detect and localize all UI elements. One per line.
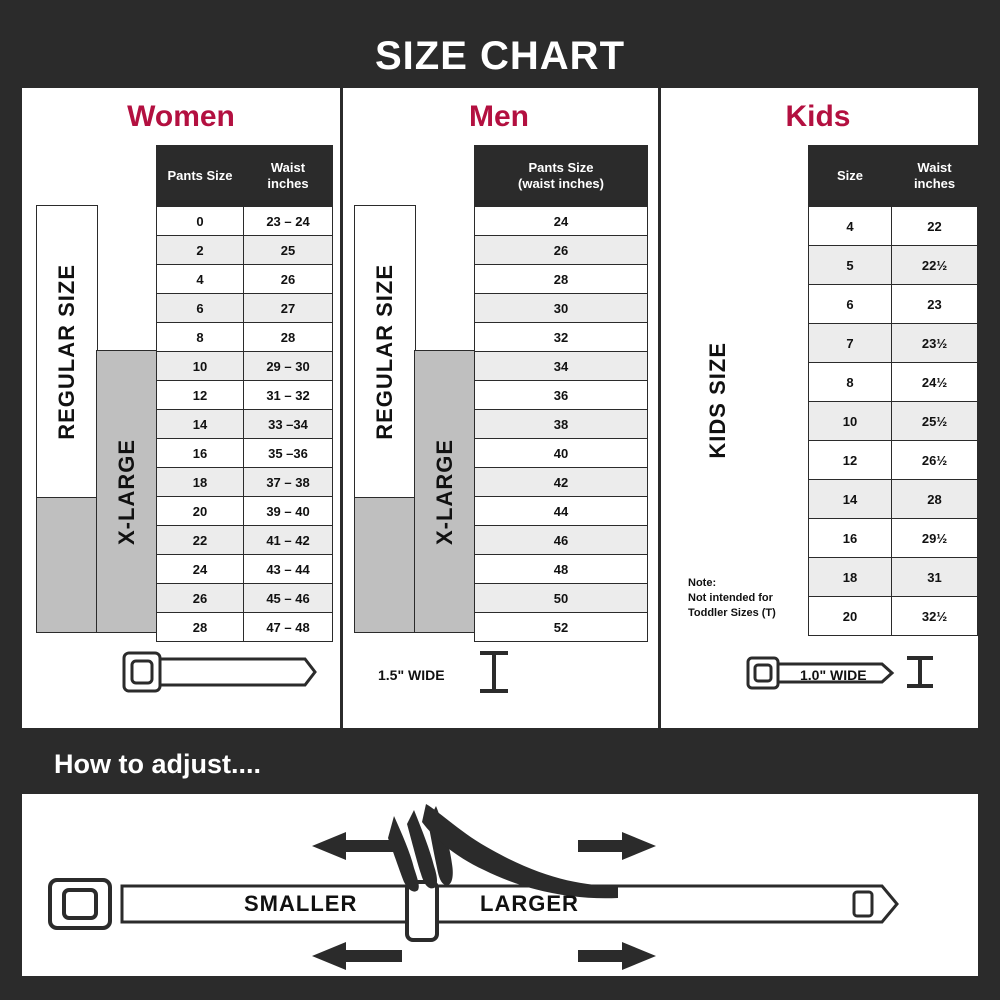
cell-waist: 29½ bbox=[892, 519, 978, 558]
cell-size: 26 bbox=[157, 584, 244, 613]
cell-waist: 23½ bbox=[892, 324, 978, 363]
cell-size: 22 bbox=[157, 526, 244, 555]
cell-size: 10 bbox=[809, 402, 892, 441]
cell-waist: 35 –36 bbox=[244, 439, 333, 468]
cell-size: 14 bbox=[809, 480, 892, 519]
table-row bbox=[475, 584, 648, 613]
label-smaller: SMALLER bbox=[244, 891, 358, 916]
table-row bbox=[809, 480, 978, 519]
table-row bbox=[809, 285, 978, 324]
cell-size: 40 bbox=[475, 439, 648, 468]
table-row bbox=[157, 323, 333, 352]
cell-waist: 26½ bbox=[892, 441, 978, 480]
table-row bbox=[475, 294, 648, 323]
cell-waist: 23 – 24 bbox=[244, 207, 333, 236]
cell-waist: 31 bbox=[892, 558, 978, 597]
cell-size: 48 bbox=[475, 555, 648, 584]
cell-waist: 24½ bbox=[892, 363, 978, 402]
men-xlarge-fill-left bbox=[354, 497, 416, 633]
men-regular-size-label: REGULAR SIZE bbox=[354, 205, 416, 499]
table-row bbox=[809, 402, 978, 441]
cell-waist: 22 bbox=[892, 207, 978, 246]
cell-size: 36 bbox=[475, 381, 648, 410]
table-row bbox=[157, 207, 333, 236]
cell-waist: 32½ bbox=[892, 597, 978, 636]
cell-size: 14 bbox=[157, 410, 244, 439]
cell-size: 18 bbox=[157, 468, 244, 497]
table-row bbox=[809, 558, 978, 597]
kids-size-table bbox=[808, 145, 978, 636]
section-title-kids: Kids bbox=[785, 100, 851, 133]
cell-waist: 37 – 38 bbox=[244, 468, 333, 497]
kids-note-line3: Toddler Sizes (T) bbox=[688, 606, 776, 619]
label-larger: LARGER bbox=[480, 891, 579, 916]
table-row bbox=[157, 613, 333, 642]
cell-size: 34 bbox=[475, 352, 648, 381]
table-row bbox=[809, 324, 978, 363]
cell-size: 8 bbox=[157, 323, 244, 352]
howto-bar bbox=[22, 734, 978, 794]
cell-waist: 25½ bbox=[892, 402, 978, 441]
divider-women-men bbox=[340, 88, 343, 728]
kids-size-label: KIDS SIZE bbox=[688, 205, 748, 595]
cell-waist: 23 bbox=[892, 285, 978, 324]
cell-size: 4 bbox=[809, 207, 892, 246]
cell-size: 16 bbox=[809, 519, 892, 558]
kids-belt-width-label: 1.0" WIDE bbox=[800, 667, 867, 683]
women-xlarge-label: X-LARGE bbox=[96, 350, 158, 633]
men-size-table bbox=[474, 145, 648, 642]
belt-adjust-diagram bbox=[22, 794, 978, 976]
cell-size: 24 bbox=[157, 555, 244, 584]
table-row bbox=[157, 381, 333, 410]
womens-belt-width-label: 1.5" WIDE bbox=[378, 667, 445, 683]
table-row bbox=[475, 265, 648, 294]
cell-size: 6 bbox=[809, 285, 892, 324]
table-row bbox=[475, 410, 648, 439]
kids-note bbox=[688, 576, 808, 621]
table-row bbox=[475, 207, 648, 236]
cell-waist: 33 –34 bbox=[244, 410, 333, 439]
table-row bbox=[475, 439, 648, 468]
men-header-pants-size: Pants Size (waist inches) bbox=[475, 146, 648, 207]
women-xlarge-fill-left bbox=[36, 497, 98, 633]
table-row bbox=[157, 265, 333, 294]
section-title-women: Women bbox=[127, 100, 235, 133]
kids-header-waist: Waist inches bbox=[892, 146, 978, 207]
table-row bbox=[157, 497, 333, 526]
women-header-waist: Waist inches bbox=[244, 146, 333, 207]
charts-panel bbox=[22, 88, 978, 728]
table-row bbox=[157, 236, 333, 265]
table-row bbox=[809, 363, 978, 402]
table-row bbox=[475, 468, 648, 497]
table-row bbox=[809, 207, 978, 246]
table-row bbox=[809, 519, 978, 558]
women-table-body bbox=[157, 207, 333, 642]
womens-belt-graphic bbox=[100, 643, 330, 703]
men-xlarge-label: X-LARGE bbox=[414, 350, 476, 633]
cell-size: 30 bbox=[475, 294, 648, 323]
cell-size: 46 bbox=[475, 526, 648, 555]
cell-size: 38 bbox=[475, 410, 648, 439]
cell-size: 12 bbox=[157, 381, 244, 410]
cell-size: 20 bbox=[157, 497, 244, 526]
cell-size: 28 bbox=[157, 613, 244, 642]
women-regular-size-label: REGULAR SIZE bbox=[36, 205, 98, 499]
table-row bbox=[809, 597, 978, 636]
table-row bbox=[809, 246, 978, 285]
table-row bbox=[157, 352, 333, 381]
cell-waist: 25 bbox=[244, 236, 333, 265]
cell-size: 12 bbox=[809, 441, 892, 480]
cell-size: 50 bbox=[475, 584, 648, 613]
cell-size: 2 bbox=[157, 236, 244, 265]
page-title: SIZE CHART bbox=[375, 33, 625, 78]
section-title-men: Men bbox=[469, 100, 529, 133]
table-row bbox=[157, 555, 333, 584]
cell-size: 10 bbox=[157, 352, 244, 381]
kids-belt-width-marker bbox=[900, 648, 940, 698]
kids-table-body bbox=[809, 207, 978, 636]
cell-size: 7 bbox=[809, 324, 892, 363]
cell-waist: 26 bbox=[244, 265, 333, 294]
cell-size: 44 bbox=[475, 497, 648, 526]
cell-waist: 43 – 44 bbox=[244, 555, 333, 584]
cell-waist: 28 bbox=[892, 480, 978, 519]
table-row bbox=[475, 352, 648, 381]
table-row bbox=[157, 294, 333, 323]
cell-waist: 41 – 42 bbox=[244, 526, 333, 555]
cell-size: 8 bbox=[809, 363, 892, 402]
cell-size: 16 bbox=[157, 439, 244, 468]
cell-size: 18 bbox=[809, 558, 892, 597]
kids-note-line2: Not intended for bbox=[688, 591, 773, 604]
cell-waist: 28 bbox=[244, 323, 333, 352]
cell-size: 0 bbox=[157, 207, 244, 236]
cell-size: 26 bbox=[475, 236, 648, 265]
cell-size: 24 bbox=[475, 207, 648, 236]
cell-waist: 47 – 48 bbox=[244, 613, 333, 642]
table-row bbox=[475, 323, 648, 352]
howto-panel bbox=[22, 794, 978, 976]
cell-size: 42 bbox=[475, 468, 648, 497]
cell-size: 28 bbox=[475, 265, 648, 294]
cell-size: 6 bbox=[157, 294, 244, 323]
bottom-strip bbox=[0, 976, 1000, 1000]
table-row bbox=[475, 381, 648, 410]
table-row bbox=[157, 439, 333, 468]
cell-waist: 45 – 46 bbox=[244, 584, 333, 613]
table-row bbox=[475, 613, 648, 642]
cell-size: 20 bbox=[809, 597, 892, 636]
cell-size: 5 bbox=[809, 246, 892, 285]
divider-men-kids bbox=[658, 88, 661, 728]
table-row bbox=[475, 555, 648, 584]
table-row bbox=[157, 584, 333, 613]
howto-title: How to adjust.... bbox=[54, 748, 261, 779]
page-title-bar bbox=[22, 24, 978, 88]
kids-header-size: Size bbox=[809, 146, 892, 207]
cell-waist: 31 – 32 bbox=[244, 381, 333, 410]
table-row bbox=[475, 526, 648, 555]
cell-waist: 22½ bbox=[892, 246, 978, 285]
men-table-body bbox=[475, 207, 648, 642]
table-row bbox=[157, 526, 333, 555]
cell-size: 4 bbox=[157, 265, 244, 294]
table-row bbox=[475, 497, 648, 526]
cell-waist: 39 – 40 bbox=[244, 497, 333, 526]
cell-waist: 27 bbox=[244, 294, 333, 323]
women-header-pants-size: Pants Size bbox=[157, 146, 244, 207]
kids-note-line1: Note: bbox=[688, 577, 717, 589]
table-row bbox=[475, 236, 648, 265]
womens-belt-width-marker bbox=[474, 643, 514, 703]
cell-size: 52 bbox=[475, 613, 648, 642]
cell-size: 32 bbox=[475, 323, 648, 352]
table-row bbox=[157, 468, 333, 497]
table-row bbox=[157, 410, 333, 439]
table-row bbox=[809, 441, 978, 480]
cell-waist: 29 – 30 bbox=[244, 352, 333, 381]
women-size-table bbox=[156, 145, 333, 642]
